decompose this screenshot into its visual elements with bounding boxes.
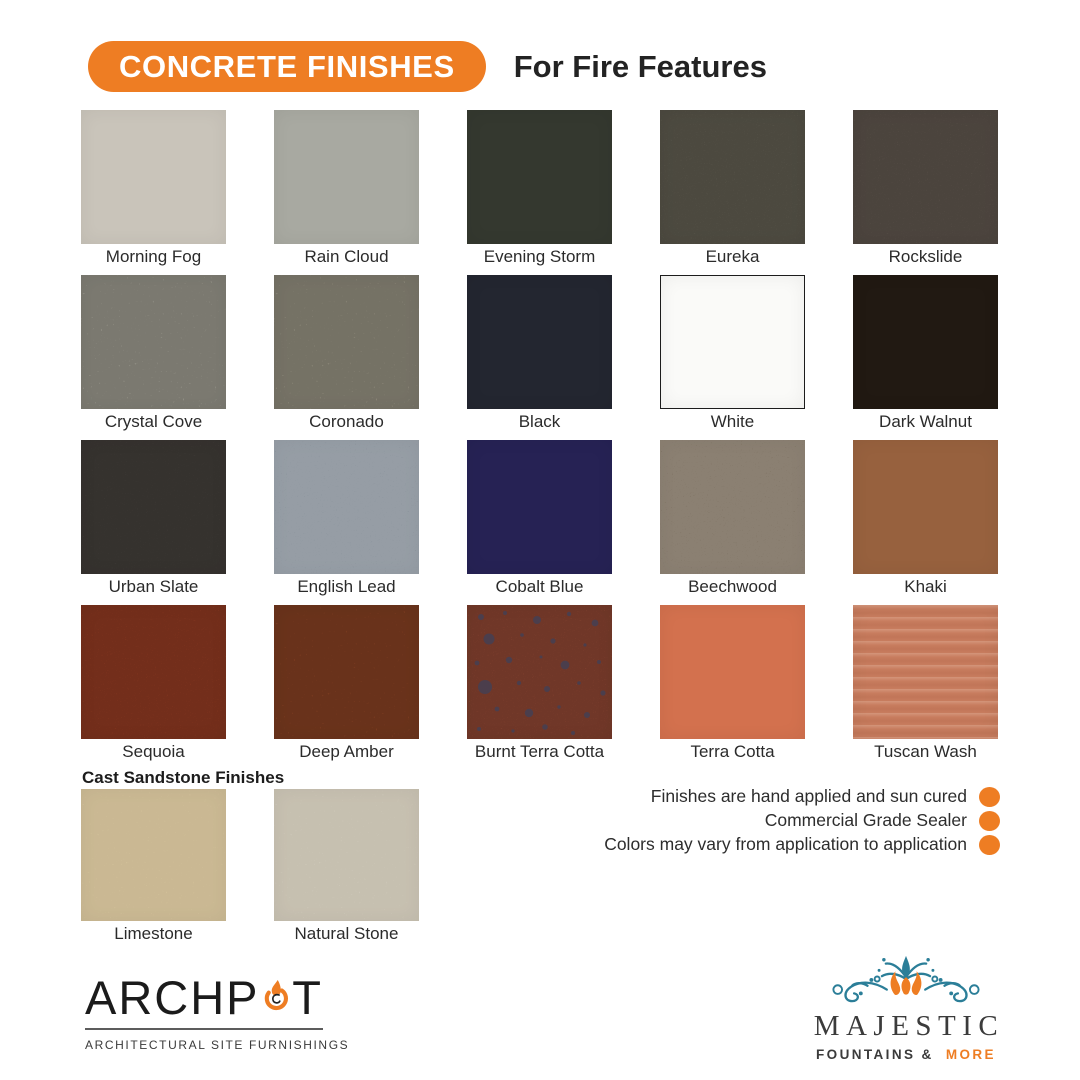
majestic-wordmark: MAJESTIC [813, 1010, 1005, 1042]
archpot-wordmark [85, 971, 323, 1024]
page-header [88, 41, 767, 92]
swatch-label: Natural Stone [294, 924, 399, 943]
swatch-label: Burnt Terra Cotta [474, 742, 605, 761]
splatter-texture [467, 605, 612, 739]
note-text: Colors may vary from application to application [604, 834, 967, 854]
color-swatch-beechwood [660, 440, 805, 574]
note-item [765, 810, 1000, 831]
archpot-wordmark-left: ARCHP [85, 971, 260, 1024]
swatch-cell [274, 789, 419, 944]
color-swatch-crystal-cove [81, 275, 226, 409]
flame-o-icon [262, 972, 291, 1018]
swatch-label: English Lead [297, 577, 396, 596]
color-swatch-deep-amber [274, 605, 419, 739]
swatch-label: Deep Amber [299, 742, 394, 761]
swatch-label: White [710, 412, 755, 431]
bullet-icon [979, 811, 1000, 831]
swatch-label: Rain Cloud [304, 247, 389, 266]
notes-list [604, 786, 1000, 855]
swatch-cell [81, 110, 226, 267]
swatch-label: Dark Walnut [879, 412, 972, 431]
majestic-sub-left: FOUNTAINS & [816, 1047, 934, 1062]
majestic-sub-more: MORE [945, 1047, 996, 1062]
color-swatch-rockslide [853, 110, 998, 244]
concrete-finishes-grid [81, 110, 998, 762]
majestic-subline [793, 1047, 1019, 1062]
swatch-cell [81, 605, 226, 762]
color-swatch-coronado [274, 275, 419, 409]
color-swatch-natural-stone [274, 789, 419, 921]
bullet-icon [979, 835, 1000, 855]
swatch-label: Evening Storm [483, 247, 596, 266]
swatch-cell [467, 440, 612, 597]
swatch-cell [853, 440, 998, 597]
swatch-cell [81, 440, 226, 597]
swatch-cell [660, 110, 805, 267]
swatch-cell [81, 789, 226, 944]
color-swatch-black [467, 275, 612, 409]
fountain-ornament-icon [826, 954, 986, 1004]
note-text: Commercial Grade Sealer [764, 810, 967, 830]
swatch-cell [660, 440, 805, 597]
sandstone-grid [81, 789, 419, 944]
swatch-label: Crystal Cove [104, 412, 203, 431]
color-swatch-cobalt-blue [467, 440, 612, 574]
note-text: Finishes are hand applied and sun cured [650, 786, 967, 806]
swatch-cell [660, 605, 805, 762]
color-swatch-limestone [81, 789, 226, 921]
color-swatch-english-lead [274, 440, 419, 574]
swatch-cell [467, 605, 612, 762]
color-swatch-khaki [853, 440, 998, 574]
color-swatch-urban-slate [81, 440, 226, 574]
swatch-label: Rockslide [888, 247, 963, 266]
color-swatch-rain-cloud [274, 110, 419, 244]
swatch-cell [274, 110, 419, 267]
swatch-label: Tuscan Wash [874, 742, 977, 761]
archpot-wordmark-right: T [292, 971, 323, 1024]
color-swatch-sequoia [81, 605, 226, 739]
swatch-cell [853, 110, 998, 267]
swatch-label: Beechwood [688, 577, 777, 596]
swatch-label: Eureka [705, 247, 760, 266]
swatch-cell [467, 110, 612, 267]
archpot-divider [85, 1028, 323, 1030]
swatch-label: Morning Fog [105, 247, 202, 266]
color-swatch-evening-storm [467, 110, 612, 244]
title-badge: CONCRETE FINISHES [88, 41, 486, 92]
archpot-tagline: ARCHITECTURAL SITE FURNISHINGS [85, 1038, 350, 1052]
swatch-cell [467, 275, 612, 432]
color-swatch-white [660, 275, 805, 409]
swatch-cell [660, 275, 805, 432]
page-subtitle: For Fire Features [513, 48, 767, 84]
swatch-label: Khaki [904, 577, 947, 596]
swatch-cell [274, 440, 419, 597]
swatch-cell [274, 605, 419, 762]
swatch-label: Cobalt Blue [495, 577, 584, 596]
archpot-logo [85, 971, 350, 1052]
note-item [651, 786, 1000, 807]
swatch-label: Limestone [114, 924, 193, 943]
swatch-label: Black [518, 412, 561, 431]
color-swatch-terra-cotta [660, 605, 805, 739]
swatch-cell [81, 275, 226, 432]
swatch-label: Coronado [309, 412, 384, 431]
color-swatch-tuscan-wash [853, 605, 998, 739]
sandstone-section-title: Cast Sandstone Finishes [82, 768, 285, 787]
majestic-logo [793, 954, 1019, 1062]
color-swatch-dark-walnut [853, 275, 998, 409]
bullet-icon [979, 787, 1000, 807]
swatch-cell [853, 275, 998, 432]
swatch-cell [274, 275, 419, 432]
color-swatch-morning-fog [81, 110, 226, 244]
color-swatch-burnt-terra-cotta [467, 605, 612, 739]
swatch-label: Sequoia [122, 742, 185, 761]
swatch-cell [853, 605, 998, 762]
color-swatch-eureka [660, 110, 805, 244]
swatch-label: Urban Slate [108, 577, 199, 596]
swatch-label: Terra Cotta [690, 742, 775, 761]
note-item [604, 834, 1000, 855]
